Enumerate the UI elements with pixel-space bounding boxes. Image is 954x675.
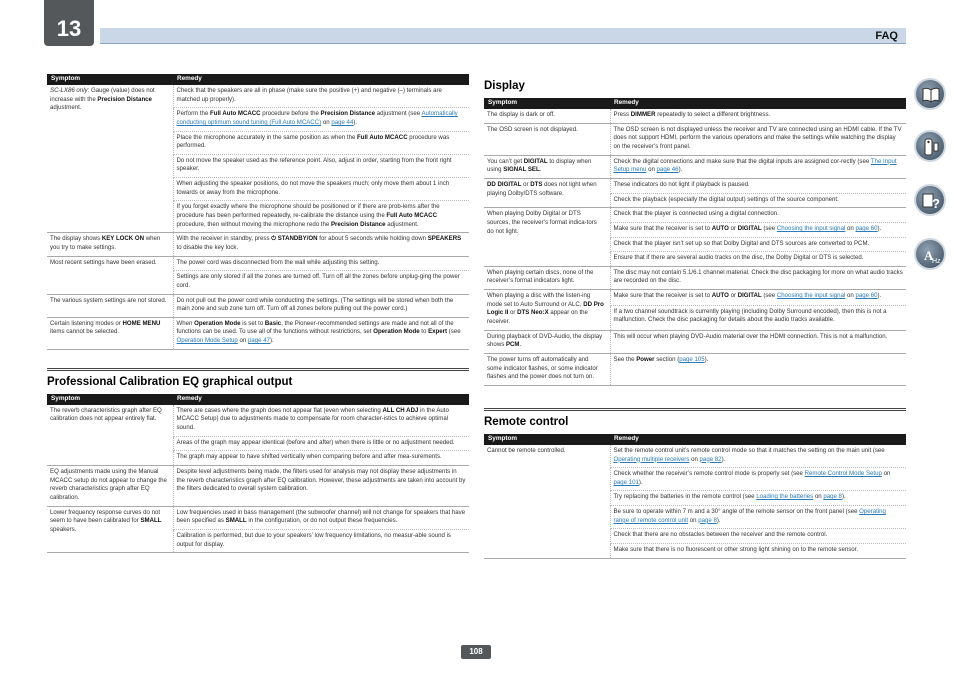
symptom-cell: Certain listening modes or HOME MENU items cannot be selected. bbox=[47, 317, 173, 349]
book-icon[interactable] bbox=[914, 78, 946, 110]
remedy-cell: Make sure that the receiver is set to AUTO or DIGITAL (see Choosing the input signal on page 60). bbox=[610, 222, 906, 237]
page-number: 108 bbox=[461, 645, 491, 659]
troubleshooting-table bbox=[47, 74, 469, 350]
remote-table bbox=[484, 434, 906, 559]
symptom-cell: The display is dark or off. bbox=[484, 109, 610, 123]
symptom-cell: Most recent settings have been erased. bbox=[47, 256, 173, 294]
remedy-cell: Place the microphone accurately in the same position as when the Full Auto MCACC procedure was performed. bbox=[173, 131, 469, 154]
remedy-cell: Despite level adjustments being made, the filters used for analysis may not display these adjustments in the reverb characteristics graph after EQ calibration. However, these adjustments are taken into account by the filters dedicated to overall system calibration. bbox=[173, 466, 469, 507]
page-link[interactable]: page 60 bbox=[855, 292, 878, 300]
remedy-cell: The disc may not contain 5.1/6.1 channel material. Check the disc packaging for more on what audio tracks are recorded on the disc. bbox=[610, 266, 906, 289]
remedy-header: Remedy bbox=[173, 394, 469, 405]
page-link[interactable]: page 105 bbox=[679, 355, 705, 363]
cross-reference-link[interactable]: Operating multiple receivers bbox=[613, 455, 690, 463]
symptom-cell: EQ adjustments made using the Manual MCACC setup do not appear to change the reverb characteristics graph after EQ calibration. bbox=[47, 466, 173, 507]
symptom-cell: The various system settings are not stored. bbox=[47, 294, 173, 317]
symptom-cell: When playing certain discs, none of the receiver’s format indicators light. bbox=[484, 266, 610, 289]
page-link[interactable]: page 8 bbox=[823, 493, 842, 501]
cross-reference-link[interactable]: Choosing the input signal bbox=[776, 224, 846, 232]
remedy-cell: There are cases where the graph does not appear flat (even when selecting ALL CH ADJ in the Auto MCACC Setup) due to adjustments made to compensate for room character-istics to achieve optimal sound. bbox=[173, 405, 469, 436]
symptom-cell: The OSD screen is not displayed. bbox=[484, 123, 610, 155]
remedy-cell: Perform the Full Auto MCACC procedure before the Precision Distance adjustment (see Automatically conducting optimum sound tuning (Full Auto MCACC) on page 44). bbox=[173, 108, 469, 131]
symptom-header: Symptom bbox=[47, 394, 173, 405]
symptom-header: Symptom bbox=[47, 74, 173, 85]
symptom-cell: The reverb characteristics graph after EQ calibration does not appear entirely flat. bbox=[47, 405, 173, 466]
remedy-header: Remedy bbox=[610, 98, 906, 109]
remedy-cell: The OSD screen is not displayed unless the receiver and TV are connected using an HDMI cable. If the TV does not support HDMI, perform the various operations and make the settings while watching the display on the receiver’s front panel. bbox=[610, 123, 906, 155]
symptom-cell: Cannot be remote controlled. bbox=[484, 445, 610, 558]
svg-text:?: ? bbox=[932, 196, 940, 211]
symptom-cell: The power turns off automatically and some indicator flashes, or some indicator flashes and the power does not turn on. bbox=[484, 353, 610, 385]
remedy-cell: Check that there are no obstacles between the receiver and the remote control. bbox=[610, 529, 906, 544]
symptom-header: Symptom bbox=[484, 98, 610, 109]
page-link[interactable]: page 46 bbox=[656, 166, 679, 174]
remedy-header: Remedy bbox=[610, 434, 906, 445]
remedy-cell: When adjusting the speaker positions, do not move the speakers much; only move them about 1 inch towards or away from the microphone. bbox=[173, 178, 469, 201]
symptom-cell: During playback of DVD-Audio, the display shows PCM. bbox=[484, 330, 610, 353]
page-link[interactable]: page 101 bbox=[613, 478, 639, 486]
remedy-cell: Check the digital connections and make sure that the digital inputs are assigned cor-rectly (see The Input Setup menu on page 46). bbox=[610, 155, 906, 178]
svg-text:Hz: Hz bbox=[932, 258, 941, 265]
right-column bbox=[484, 78, 906, 559]
symptom-cell: SC-LX86 only: Gauge (value) does not increase with the Precision Distance adjustment. bbox=[47, 85, 173, 233]
remedy-cell: This will occur when playing DVD-Audio material over the HDMI connection. This is not a malfunction. bbox=[610, 330, 906, 353]
symptom-cell: The display shows KEY LOCK ON when you try to make settings. bbox=[47, 233, 173, 256]
remedy-cell: Check that the player isn’t set up so that Dolby Digital and DTS sources are converted to PCM. bbox=[610, 237, 906, 252]
left-column bbox=[47, 74, 469, 553]
peq-table bbox=[47, 394, 469, 553]
remedy-cell: Check whether the receiver’s remote control mode is properly set (see Remote Control Mode Setup on page 101). bbox=[610, 468, 906, 491]
cross-reference-link[interactable]: Loading the batteries bbox=[756, 493, 814, 501]
remedy-cell: Press DIMMER repeatedly to select a different brightness. bbox=[610, 109, 906, 123]
remedy-cell: Do not move the speaker used as the reference point. Also, adjust in order, starting from the front right speaker. bbox=[173, 154, 469, 177]
remedy-cell: The graph may appear to have shifted vertically when comparing before and after mea-surements. bbox=[173, 451, 469, 466]
section-heading-display: Display bbox=[484, 80, 525, 92]
remedy-cell: Set the remote control unit’s remote control mode so that it matches the setting on the main unit (see Operating multiple receivers on page 82). bbox=[610, 445, 906, 468]
page-link[interactable]: page 8 bbox=[698, 516, 717, 524]
symptom-cell: Lower frequency response curves do not seem to have been calibrated for SMALL speakers. bbox=[47, 506, 173, 553]
symptom-cell: When playing Dolby Digital or DTS sources, the receiver’s format indica-tors do not light. bbox=[484, 208, 610, 267]
remedy-cell: Areas of the graph may appear identical (before and after) when there is little or no adjustment needed. bbox=[173, 436, 469, 451]
remedy-cell: Calibration is performed, but due to your speakers’ low frequency limitations, no measur-able sound is output for display. bbox=[173, 529, 469, 552]
page-link[interactable]: page 82 bbox=[699, 455, 722, 463]
cross-reference-link[interactable]: Operating range of remote control unit bbox=[613, 508, 886, 524]
chapter-number-tab: 13 bbox=[44, 0, 94, 46]
page-link[interactable]: page 47 bbox=[248, 337, 271, 345]
cross-reference-link[interactable]: Remote Control Mode Setup bbox=[804, 470, 882, 478]
section-title: FAQ bbox=[875, 30, 898, 42]
cross-reference-link[interactable]: Operation Mode Setup bbox=[176, 337, 238, 345]
remedy-header: Remedy bbox=[173, 74, 469, 85]
remedy-cell: If a two channel soundtrack is currently playing (including Dolby Surround encoded), then this is not a malfunction. Check the disc packaging for details about the audio tracks available. bbox=[610, 305, 906, 330]
remote-control-icon[interactable] bbox=[914, 130, 946, 162]
symptom-cell: DD DIGITAL or DTS does not light when playing Dolby/DTS software. bbox=[484, 178, 610, 207]
page-link[interactable]: page 44 bbox=[331, 118, 354, 126]
remedy-cell: Try replacing the batteries in the remote control (see Loading the batteries on page 8). bbox=[610, 491, 906, 506]
remedy-cell: Low frequencies used in bass management (the subwoofer channel) will not change for speakers that have been specified as SMALL in the configuration, or do not output these frequencies. bbox=[173, 506, 469, 529]
page-link[interactable]: page 60 bbox=[855, 224, 878, 232]
symptom-cell: When playing a disc with the listen-ing mode set to Auto Surround or ALC, DD Pro Logic II or DTS Neo:X appear on the receiver. bbox=[484, 290, 610, 331]
remedy-cell: With the receiver in standby, press ⏻ STANDBY/ON for about 5 seconds while holding down SPEAKERS to disable the key lock. bbox=[173, 233, 469, 256]
remedy-cell: Do not pull out the power cord while conducting the settings. (The settings will be stored when both the main zone and sub zone turn off. Turn off all zones before pulling out the power cord.) bbox=[173, 294, 469, 317]
remedy-cell: When Operation Mode is set to Basic, the Pioneer-recommended settings are made and not all of the functions can be used. To use all of the functions without restrictions, set Operation Mode to Expert (see Operation Mode Setup on page 47). bbox=[173, 317, 469, 349]
remedy-cell: Ensure that if there are several audio tracks on the disc, the Dolby Digital or DTS is selected. bbox=[610, 252, 906, 267]
remedy-cell: If you forget exactly where the microphone should be positioned or if there are prob-lems after the procedure has been performed repeatedly, re-calibrate the distance using the Full Auto MCACC procedure, then without moving the microphone redo the Precision Distance adjustment. bbox=[173, 201, 469, 233]
question-mark-icon[interactable] bbox=[914, 184, 946, 216]
remedy-cell: Check that the player is connected using a digital connection. bbox=[610, 208, 906, 223]
remedy-cell: See the Power section (page 105). bbox=[610, 353, 906, 385]
remedy-cell: Make sure that there is no fluorescent or other strong light shining on to the remote sensor. bbox=[610, 544, 906, 559]
remedy-cell: The power cord was disconnected from the wall while adjusting this setting. bbox=[173, 256, 469, 271]
remedy-cell: Settings are only stored if all the zones are turned off. Turn off all the zones before unplug-ging the power cord. bbox=[173, 271, 469, 294]
section-heading-peq: Professional Calibration EQ graphical output bbox=[47, 368, 469, 391]
audio-sign-icon[interactable] bbox=[914, 238, 946, 270]
display-table bbox=[484, 98, 906, 386]
cross-reference-link[interactable]: The Input Setup menu bbox=[613, 157, 897, 174]
remedy-cell: These indicators do not light if playback is paused. bbox=[610, 178, 906, 193]
cross-reference-link[interactable]: Automatically conducting optimum sound tuning (Full Auto MCACC) bbox=[176, 110, 458, 126]
remedy-cell: Check that the speakers are all in phase (make sure the positive (+) and negative (–) terminals are matched up properly). bbox=[173, 85, 469, 108]
remedy-cell: Check the playback (especially the digital output) settings of the source component. bbox=[610, 193, 906, 208]
header-bar bbox=[100, 28, 906, 44]
cross-reference-link[interactable]: Choosing the input signal bbox=[776, 292, 846, 300]
remedy-cell: Make sure that the receiver is set to AUTO or DIGITAL (see Choosing the input signal on page 60). bbox=[610, 290, 906, 306]
symptom-header: Symptom bbox=[484, 434, 610, 445]
symptom-cell: You can’t get DIGITAL to display when using SIGNAL SEL. bbox=[484, 155, 610, 178]
remedy-cell: Be sure to operate within 7 m and a 30° angle of the remote sensor on the front panel (see Operating range of remote control unit on page 8). bbox=[610, 506, 906, 529]
section-heading-remote: Remote control bbox=[484, 408, 906, 431]
svg-text:A: A bbox=[924, 248, 934, 263]
